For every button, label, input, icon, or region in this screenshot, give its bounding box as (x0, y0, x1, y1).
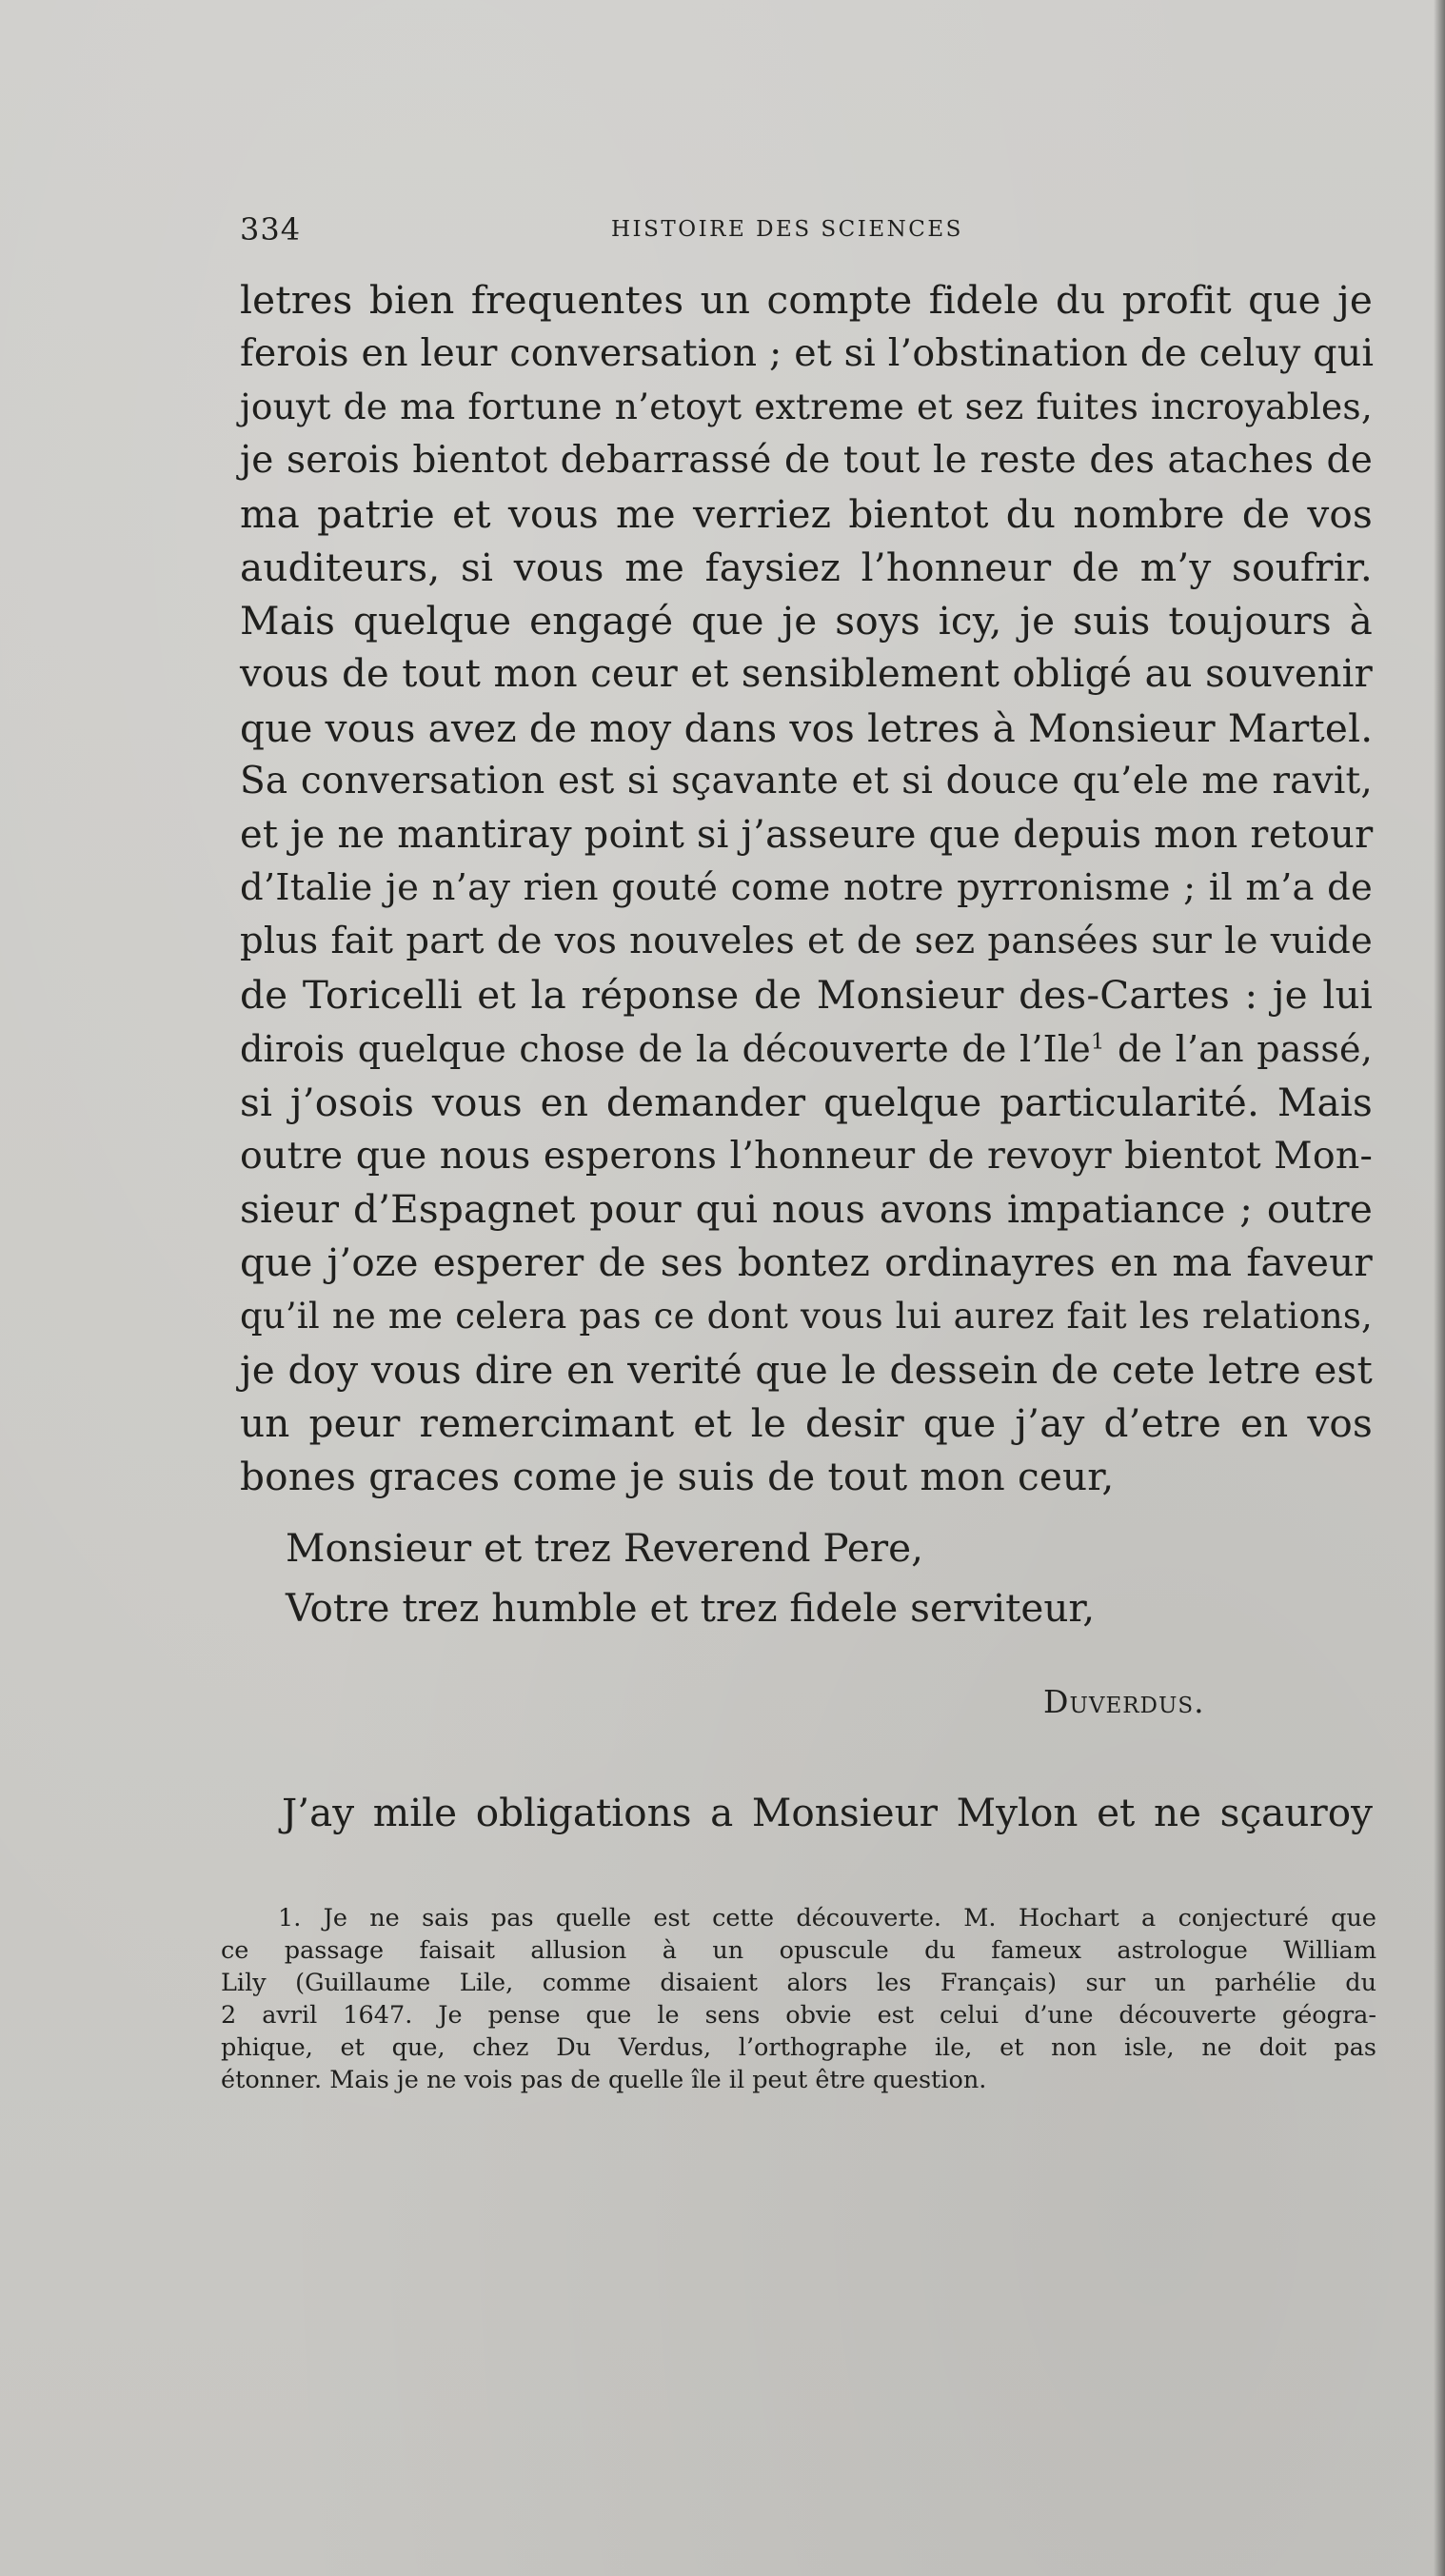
letter-line: bones graces come je suis de tout mon ceur, (240, 1454, 1115, 1500)
letter-line: sieur d’Espagnet pour qui nous avons impatiance ; outre (240, 1186, 1373, 1233)
letter-line: que vous avez de moy dans vos letres à Monsieur Martel. (240, 704, 1374, 751)
salutation: Monsieur et trez Reverend Pere, (286, 1525, 924, 1571)
letter-line: je doy vous dire en verité que le dessein de cete letre est (240, 1346, 1373, 1393)
letter-line: que j’oze esperer de ses bontez ordinayres en ma faveur (240, 1239, 1373, 1286)
letter-line-text: de l’an passé, (1104, 1027, 1373, 1070)
footnote-block (221, 1902, 1376, 2096)
page-number: 334 (240, 211, 302, 248)
letter-line: Mais quelque engagé que je soys icy, je suis toujours à (240, 598, 1373, 644)
signature: Duverdus. (1043, 1683, 1205, 1720)
letter-line-with-note (240, 1022, 1373, 1076)
footnote-line: ce passage faisait allusion à un opuscule du fameux astrologue William (221, 1936, 1376, 1965)
footnote-line: étonner. Mais je ne vois pas de quelle île il peut être question. (221, 2066, 987, 2094)
footnote-line: phique, et que, chez Du Verdus, l’orthographe ile, et non isle, ne doit pas (221, 2033, 1376, 2062)
letter-line: et je ne mantiray point si j’asseure que depuis mon retour (240, 812, 1374, 857)
letter-body (240, 273, 1373, 1503)
running-head: HISTOIRE DES SCIENCES (611, 217, 963, 242)
letter-line: qu’il ne me celera pas ce dont vous lui aurez fait les relations, (240, 1295, 1373, 1337)
letter-line-text: dirois quelque chose de la découverte de l’Ile (240, 1027, 1091, 1070)
footnote-line: 1. Je ne sais pas quelle est cette découverte. M. Hochart a conjecturé que (278, 1904, 1376, 1932)
postscript: J’ay mile obligations a Monsieur Mylon et ne sçauroy (282, 1790, 1373, 1835)
letter-line: je serois bientot debarrassé de tout le reste des ataches de (240, 438, 1373, 482)
letter-line: de Toricelli et la réponse de Monsieur des-Cartes : je lui (240, 972, 1373, 1019)
letter-line: ferois en leur conversation ; et si l’obstination de celuy qui (240, 331, 1375, 376)
letter-line: auditeurs, si vous me faysiez l’honneur de m’y soufrir. (240, 544, 1373, 590)
letter-line: plus fait part de vos nouveles et de sez pansées sur le vuide (240, 920, 1373, 963)
letter-line: Sa conversation est si sçavante et si douce qu’ele me ravit, (240, 759, 1373, 803)
page-edge-shadow (1434, 0, 1445, 2576)
footnote-line: Lily (Guillaume Lile, comme disaient alors les Français) sur un parhélie du (221, 1969, 1376, 1997)
letter-line: letres bien frequentes un compte fidele du profit que je (240, 277, 1373, 323)
letter-line: ma patrie et vous me verriez bientot du nombre de vos (240, 490, 1373, 537)
letter-line: un peur remercimant et le desir que j’ay d’etre en vos (240, 1399, 1373, 1446)
letter-line: outre que nous esperons l’honneur de revoyr bientot Mon- (240, 1134, 1373, 1178)
footnote-line: 2 avril 1647. Je pense que le sens obvie est celui d’une découverte géogra- (221, 2001, 1376, 2030)
page-header (240, 211, 1373, 249)
letter-line: d’Italie je n’ay rien gouté come notre pyrronisme ; il m’a de (240, 866, 1373, 910)
letter-line: vous de tout mon ceur et sensiblement obligé au souvenir (240, 652, 1373, 697)
letter-line: si j’osois vous en demander quelque particularité. Mais (240, 1079, 1373, 1125)
letter-line: jouyt de ma fortune n’etoyt extreme et sez fuites incroyables, (240, 386, 1373, 428)
footnote-reference: 1 (1090, 1028, 1105, 1054)
complimentary-close: Votre trez humble et trez fidele serviteur, (286, 1585, 1096, 1631)
